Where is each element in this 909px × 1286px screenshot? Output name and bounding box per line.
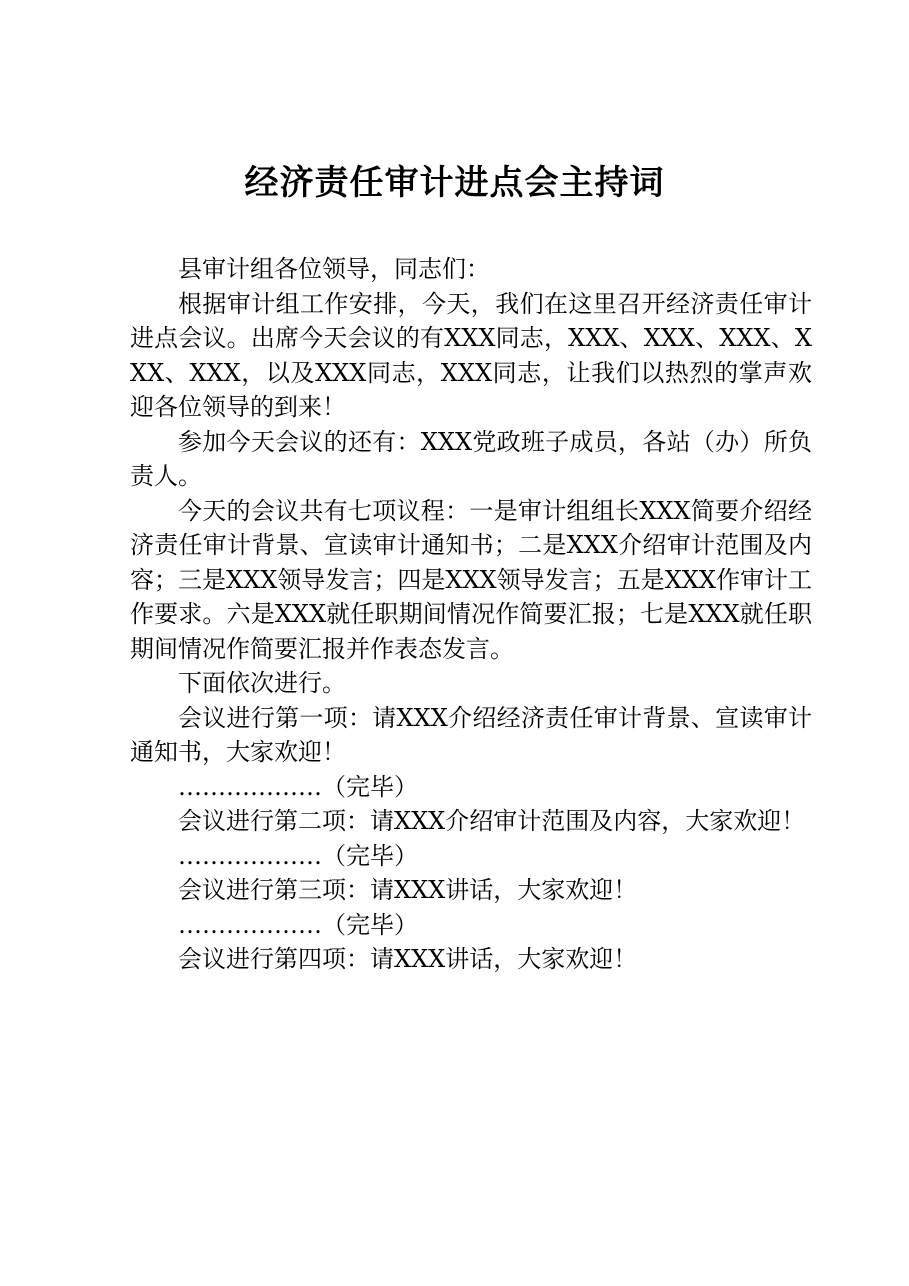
paragraph-greeting: 县审计组各位领导，同志们： <box>178 255 490 283</box>
paragraph-item-1: 会议进行第一项：请XXX介绍经济责任审计背景、宣读审计通知书，大家欢迎！ <box>130 703 812 766</box>
document-title: 经济责任审计进点会主持词 <box>244 163 665 203</box>
paragraph-agenda: 今天的会议共有七项议程：一是审计组组长XXX简要介绍经济责任审计背景、宣读审计通知书；二是XXX介绍审计范围及内容；三是XXX领导发言；四是XXX领导发言；五是XXX作审计工作要求。六是XXX就任职期间情况作简要汇报；七是XXX就任职期间情况作简要汇报并作表态发言。 <box>130 496 812 663</box>
paragraph-finished-1: ………………（完毕） <box>178 772 418 801</box>
paragraph-also-attending: 参加今天会议的还有：XXX党政班子成员，各站（办）所负责人。 <box>130 427 812 490</box>
paragraph-attendees: 根据审计组工作安排，今天，我们在这里召开经济责任审计进点会议。出席今天会议的有XXX同志，XXX、XXX、XXX、XXX、XXX，以及XXX同志，XXX同志，让我们以热烈的掌声欢迎各位领导的到来！ <box>130 289 812 421</box>
paragraph-finished-3: ………………（完毕） <box>178 910 418 939</box>
paragraph-item-4: 会议进行第四项：请XXX讲话，大家欢迎！ <box>178 945 638 973</box>
paragraph-item-3: 会议进行第三项：请XXX讲话，大家欢迎！ <box>178 876 638 904</box>
document-body <box>130 252 812 977</box>
paragraph-finished-2: ………………（完毕） <box>178 841 418 870</box>
paragraph-item-2: 会议进行第二项：请XXX介绍审计范围及内容，大家欢迎！ <box>178 807 806 835</box>
paragraph-proceed: 下面依次进行。 <box>178 669 346 697</box>
